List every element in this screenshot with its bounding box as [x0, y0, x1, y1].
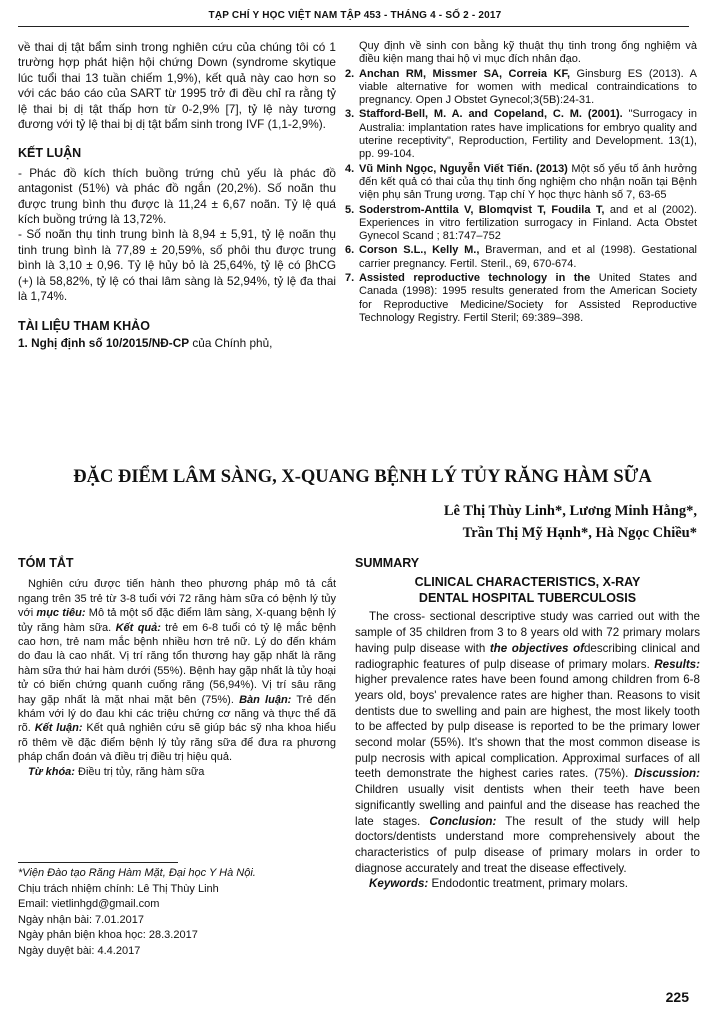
footnote-approved: Ngày duyệt bài: 4.4.2017 — [18, 944, 141, 957]
reference-number: 4. — [345, 162, 355, 175]
reference-item — [345, 40, 697, 67]
reference-number — [345, 40, 359, 67]
reference-item — [345, 108, 697, 161]
reference-authors: Vũ Minh Ngọc, Nguyễn Viết Tiến. (2013) — [359, 162, 568, 175]
page-number: 225 — [665, 989, 689, 1005]
reference-number: 6. — [345, 244, 355, 257]
discussion-paragraph: về thai dị tật bẩm sinh trong nghiên cứu của chúng tôi có 1 trường hợp phát hiện hội chứng Down (syndrome skytique lúc tuổi thai 13 tuần chiếm 1,9%), kết quả này cao hơn so với các báo cáo của SART từ 1995 trở đi đều chỉ ra rằng tỷ lệ thai bị dị tật thấp hơn từ 0-2,9% [7], tỷ lệ này tương đương với tỷ lệ thai bị dị tật bẩm sinh trong IVF (1,1-2,9%). — [18, 40, 336, 132]
reference-number: 3. — [345, 108, 355, 121]
footnote — [18, 866, 338, 960]
reference-authors: Corson S.L., Kelly M., — [359, 244, 480, 257]
abstract-vi-body: Nghiên cứu được tiến hành theo phương pháp mô tả cắt ngang trên 35 trẻ từ 3-8 tuổi với 72 răng hàm sữa có bệnh lý tủy với mục tiêu: Mô tả một số đặc điểm lâm sàng, X-quang bệnh lý tủy răng hàm sữa. Kết quả: trẻ em 6-8 tuổi có tỷ lệ mắc bệnh cao hơn, trẻ nam mắc bệnh nhiều hơn trẻ nữ. Lý do đến khám do đau là cao nhất. Vị trí răng tổn thương hay gặp nhất là răng hàm sữa thứ hai hàm dưới (55%). Bệnh hay gặp nhất là tủy hoại tử có biến chứng quanh cuống răng (56,94%). Vị trí sâu răng hay gặp nhất là mặt nhai mặt bên (75%). Bàn luận: Trẻ đến khám với lý do đau khi các triệu chứng cơ năng và thực thể đã rõ. Kết luận: Kết quả nghiên cứu sẽ giúp bác sỹ nha khoa hiểu rõ thêm về đặc điểm bệnh lý tủy răng sữa để đưa ra phương pháp chẩn đoán và điều trị điều trị hiệu quả. — [18, 578, 337, 764]
authors-line-1: Lê Thị Thùy Linh*, Lương Minh Hằng*, — [443, 503, 697, 519]
footnote-affiliation: *Viện Đào tạo Răng Hàm Mặt, Đại học Y Hà Nội. — [18, 867, 256, 879]
reference-text: Một số yếu tố ảnh hưởng đến kết quả có thai của thụ tinh ống nghiệm cho nhận noãn tại Bệnh viện phụ sản Trung ương. Tạp chí Y học thực hành số 7, 63-65 — [359, 162, 698, 202]
summary-heading: SUMMARY — [355, 556, 420, 570]
conclusion-item-1: - Phác đồ kích thích buồng trứng chủ yếu là phác đồ antagonist (51%) và phác đồ ngắn (20,2%). Số noãn thu được trung bình thu được là 11,24 ± 6,67 noãn. Tỷ lệ quá kích buồng trứng là 13,72%. — [18, 165, 336, 227]
conclusion-heading: KẾT LUẬN — [18, 146, 82, 161]
reference-1 — [18, 336, 336, 351]
journal-header: TẠP CHÍ Y HỌC VIỆT NAM TẬP 453 - THÁNG 4 - SỐ 2 - 2017 — [208, 10, 502, 21]
reference-number: 2. — [345, 67, 355, 80]
reference-authors: Assisted reproductive technology in the — [359, 272, 591, 285]
reference-authors: Stafford-Bell, M. A. and Copeland, C. M. (2001). — [359, 108, 623, 121]
summary-body: The cross- sectional descriptive study was carried out with the sample of 35 children from 3 to 8 years old with 72 primary molars having pulp disease with the objectives ofdescribing clinical and radiographic features of pulp disease of primary molars. Results: higher prevalence rates have been found among children from 6-8 years old, boys' prevalence rates are higher than. Reasons to visit dentists due to swelling and pain are highest, the most likely tooth to be affected by pulp disease is reported to be the primary lower second molar (55%). It's shown that the most common disease is pulp necrosis with apical complication. Approximal surfaces of all teeth demonstrate the highest caries rates. (75%). Discussion: Children usually visit dentists when their teeth have been significantly swelling and painful and the disease has reached the late stages. Conclusion: The result of the study will help doctors/dentists understand more comprehensively about the characteristics of pulp disease of primary molars in order to diagnose accurately and treat the disease effectively. — [355, 610, 701, 875]
reference-1-text: của Chính phủ, — [189, 335, 273, 350]
reference-number: 5. — [345, 203, 355, 216]
reference-text: Ginsburg ES (2013). A viable alternative for women with medical contraindications to pregnancy. Open J Obstet Gynecol;3(5B):24-31. — [359, 67, 697, 107]
footnote-rule — [18, 862, 178, 863]
abstract-vi — [18, 556, 336, 779]
article-title: ĐẶC ĐIỂM LÂM SÀNG, X-QUANG BỆNH LÝ TỦY RĂNG HÀM SỮA — [73, 467, 652, 487]
reference-authors: Anchan RM, Missmer SA, Correia KF, — [359, 67, 571, 80]
reference-text: "Surrogacy in Australia: implantation rates have implications for embryo quality and uterine receptivity", Reproduction, Fertility and Development. 13(1), pp. 99-104. — [359, 108, 697, 161]
footnote-reviewed: Ngày phản biện khoa học: 28.3.2017 — [18, 929, 198, 942]
abstract-vi-keywords: Từ khóa: Điều trị tủy, răng hàm sữa — [28, 765, 205, 778]
summary-title-line-1: CLINICAL CHARACTERISTICS, X-RAY — [414, 575, 641, 590]
reference-1-authors: 1. Nghị định số 10/2015/NĐ-CP — [18, 335, 190, 350]
reference-item — [345, 244, 697, 271]
abstract-vi-heading: TÓM TẮT — [18, 556, 74, 570]
reference-item — [345, 272, 697, 325]
footnote-received: Ngày nhận bài: 7.01.2017 — [18, 913, 144, 926]
summary-en — [355, 556, 700, 892]
reference-item — [345, 68, 697, 108]
top-left-column — [18, 40, 336, 351]
reference-authors: Soderstrom-Anttila V, Blomqvist T, Foudila T, — [359, 203, 605, 216]
reference-text: and et al (2002). Experiences in vitro fertilization surrogacy in Finland. Acta Obstet Gynecol Scand ; 81:747–752 — [359, 203, 697, 243]
reference-text: United States and Canada (1998): 1995 results generated from the American Society for Reproductive Medicine/Society for Assisted Reproductive Technology Registry. Fertil Steril; 69:389–398. — [359, 272, 697, 324]
conclusion-item-2: - Số noãn thụ tinh trung bình là 8,94 ± 5,91, tỷ lệ noãn thụ tinh trung bình là 77,89 ± 20,59%, số phôi thu được trung bình là 3,10 ± 0,96. Tỷ lệ hủy bỏ là 25,64%, tỷ lệ có βhCG (+) là 58,82%, tỷ lệ có thai lâm sàng là 52,94%, tỷ lệ đa thai là 1,74%. — [18, 227, 336, 304]
reference-text: Quy định về sinh con bằng kỹ thuật thụ tinh trong ống nghiệm và điều kiện mang thai hộ vì mục đích nhân đạo. — [359, 40, 697, 66]
reference-number: 7. — [345, 272, 355, 285]
references-heading: TÀI LIỆU THAM KHẢO — [18, 318, 150, 333]
summary-keywords: Keywords: Endodontic treatment, primary molars. — [369, 877, 629, 891]
reference-item — [345, 204, 697, 244]
authors-line-2: Trần Thị Mỹ Hạnh*, Hà Ngọc Chiều* — [462, 525, 697, 541]
footnote-email: Email: vietlinhgd@gmail.com — [18, 898, 160, 911]
reference-text: Braverman, and et al (1998). Gestational carrier pregnancy. Fertil. Steril., 69, 670-674. — [359, 244, 697, 270]
header-rule — [18, 26, 689, 27]
reference-item — [345, 163, 697, 203]
footnote-responsible: Chịu trách nhiệm chính: Lê Thị Thùy Linh — [18, 882, 219, 895]
references-list — [345, 40, 697, 326]
summary-title-line-2: DENTAL HOSPITAL TUBERCULOSIS — [418, 591, 637, 606]
